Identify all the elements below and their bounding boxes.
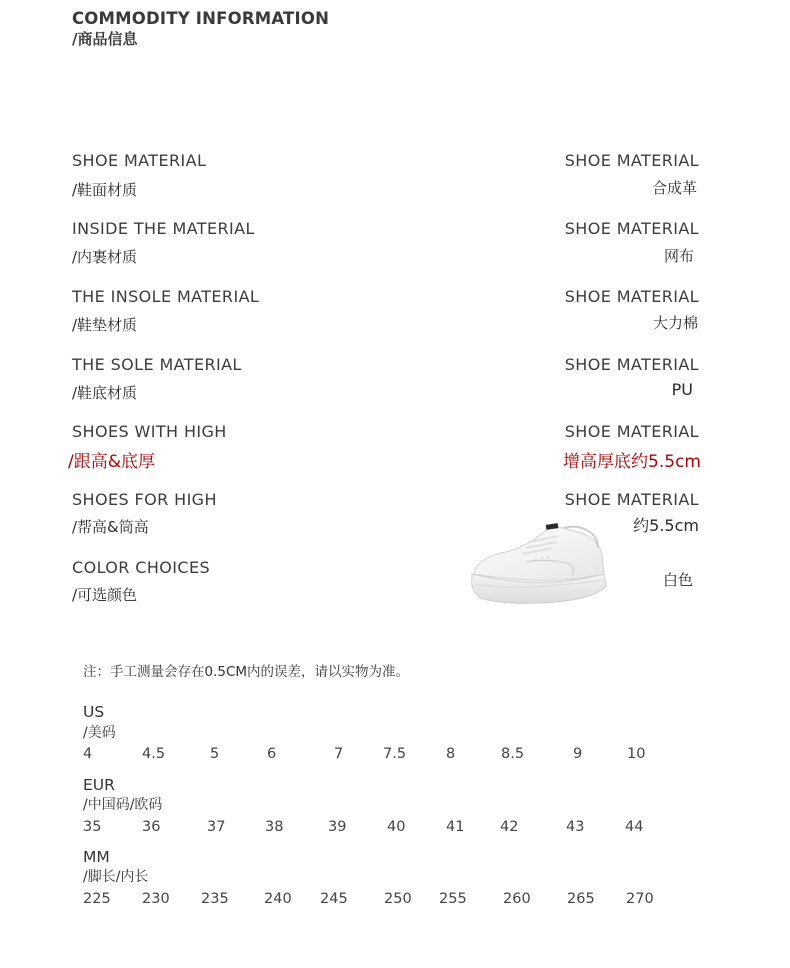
size-head-mm: MM <box>83 848 110 866</box>
spec-label-cn-color-choices: /可选颜色 <box>72 586 138 604</box>
spec-label-cn-shoe-material: /鞋面材质 <box>72 181 138 199</box>
size-mm-value: 230 <box>142 891 170 907</box>
white-platform-sneaker-image <box>466 518 616 608</box>
size-sub-us: /美码 <box>83 725 116 741</box>
spec-label-en-shaft-height: SHOES FOR HIGH <box>72 490 217 509</box>
size-head-us: US <box>83 703 105 721</box>
size-mm-value: 225 <box>83 891 111 907</box>
size-us-value: 8 <box>446 746 456 762</box>
spec-value-en-sole-material: SHOE MATERIAL <box>564 355 699 374</box>
size-eur-value: 40 <box>387 819 406 835</box>
measurement-note: 注：手工测量会存在0.5CM内的误差，请以实物为准。 <box>83 664 410 680</box>
size-eur-value: 36 <box>142 819 161 835</box>
size-eur-value: 41 <box>446 819 465 835</box>
spec-value-cn-heel-height: 增高厚底约5.5cm <box>563 452 701 472</box>
size-us-value: 5 <box>210 746 220 762</box>
size-us-value: 4.5 <box>142 746 166 762</box>
spec-value-en-insole-material: SHOE MATERIAL <box>564 287 699 306</box>
spec-value-cn-inside-material: 网布 <box>663 247 694 265</box>
size-eur-value: 38 <box>265 819 284 835</box>
size-eur-value: 42 <box>500 819 519 835</box>
size-head-eur: EUR <box>83 776 115 794</box>
size-us-value: 8.5 <box>501 746 525 762</box>
size-mm-value: 235 <box>201 891 229 907</box>
size-us-value: 6 <box>267 746 277 762</box>
spec-label-cn-inside-material: /内裹材质 <box>72 248 138 266</box>
spec-value-cn-color-choices: 白色 <box>662 571 693 589</box>
size-mm-value: 260 <box>503 891 531 907</box>
spec-label-cn-insole-material: /鞋垫材质 <box>72 316 138 334</box>
size-mm-value: 245 <box>320 891 348 907</box>
spec-label-en-heel-height: SHOES WITH HIGH <box>72 422 227 441</box>
spec-value-cn-insole-material: 大力棉 <box>652 314 698 332</box>
size-us-value: 9 <box>573 746 583 762</box>
spec-label-cn-shaft-height: /帮高&筒高 <box>72 518 149 536</box>
spec-value-en-shaft-height: SHOE MATERIAL <box>564 490 699 509</box>
page-subtitle: /商品信息 <box>72 30 138 48</box>
size-us-value: 7 <box>334 746 344 762</box>
size-sub-eur: /中国码/欧码 <box>83 797 163 813</box>
spec-label-en-inside-material: INSIDE THE MATERIAL <box>72 219 255 238</box>
spec-value-en-inside-material: SHOE MATERIAL <box>564 219 699 238</box>
size-mm-value: 270 <box>626 891 654 907</box>
size-sub-mm: /脚长/内长 <box>83 869 149 885</box>
spec-value-en-heel-height: SHOE MATERIAL <box>564 422 699 441</box>
spec-label-en-sole-material: THE SOLE MATERIAL <box>72 355 242 374</box>
size-eur-value: 43 <box>566 819 585 835</box>
spec-value-cn-shaft-height: 约5.5cm <box>633 516 699 535</box>
size-us-value: 7.5 <box>383 746 407 762</box>
spec-label-en-shoe-material: SHOE MATERIAL <box>72 151 207 170</box>
spec-label-en-color-choices: COLOR CHOICES <box>72 558 211 577</box>
size-eur-value: 35 <box>83 819 102 835</box>
size-us-value: 10 <box>627 746 646 762</box>
size-mm-value: 255 <box>439 891 467 907</box>
spec-value-cn-sole-material: PU <box>671 380 693 399</box>
spec-label-cn-heel-height: /跟高&底厚 <box>68 452 155 472</box>
size-us-value: 4 <box>83 746 93 762</box>
size-eur-value: 44 <box>625 819 644 835</box>
spec-label-en-insole-material: THE INSOLE MATERIAL <box>72 287 260 306</box>
spec-label-cn-sole-material: /鞋底材质 <box>72 384 138 402</box>
spec-value-en-shoe-material: SHOE MATERIAL <box>564 151 699 170</box>
size-mm-value: 250 <box>384 891 412 907</box>
size-mm-value: 240 <box>264 891 292 907</box>
page-title: COMMODITY INFORMATION <box>72 9 330 28</box>
size-eur-value: 37 <box>207 819 226 835</box>
spec-value-cn-shoe-material: 合成革 <box>651 179 697 197</box>
size-eur-value: 39 <box>328 819 347 835</box>
size-mm-value: 265 <box>567 891 595 907</box>
